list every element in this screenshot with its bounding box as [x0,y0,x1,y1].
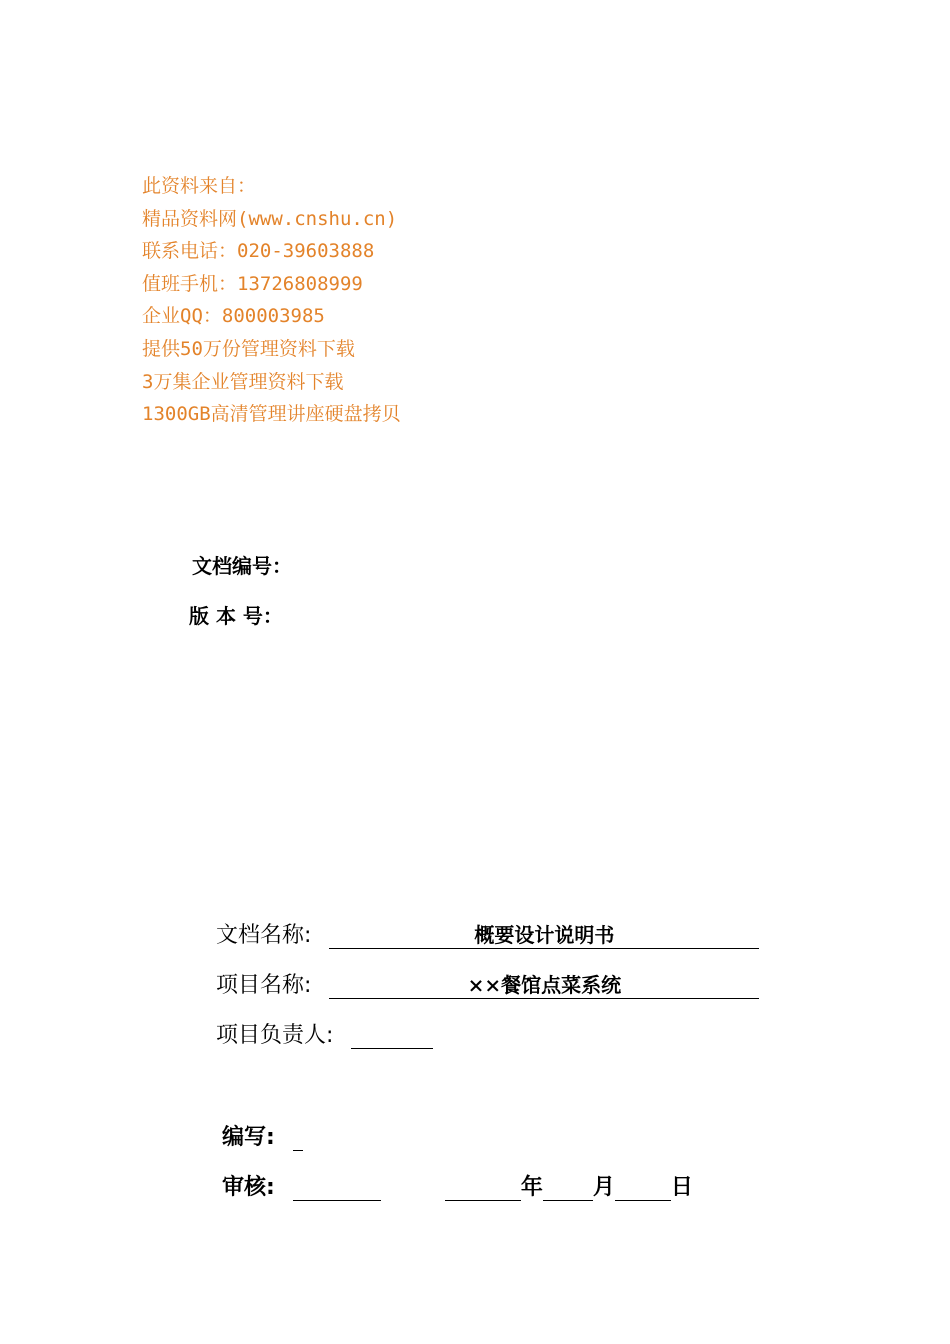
project-lead-field [351,1022,433,1049]
doc-name-field [329,922,759,949]
doc-number-label: 文档编号： [192,554,292,578]
review-label: 审核: [222,1175,275,1200]
doc-name-value: 概要设计说明书 [474,923,615,947]
doc-name-row [216,918,759,949]
promo-block [142,170,401,431]
doc-name-label: 文档名称: [216,923,312,948]
review-field [293,1176,381,1201]
promo-line: 此资料来自： [142,175,257,197]
month-field [543,1176,593,1201]
project-lead-label: 项目负责人: [216,1023,334,1048]
promo-line: 提供50万份管理资料下载 [142,337,355,360]
month-label: 月 [592,1175,615,1200]
year-field [445,1176,521,1201]
day-label: 日 [670,1175,693,1200]
version-label: 版 本 号： [189,604,283,628]
promo-line: 联系电话：020-39603888 [142,240,375,263]
author-field [293,1126,303,1151]
project-name-value: ××餐馆点菜系统 [467,973,622,997]
promo-line: 企业QQ：800003985 [142,305,325,328]
author-row [222,1120,303,1151]
year-label: 年 [520,1175,543,1200]
author-label: 编写: [222,1125,275,1150]
day-field [615,1176,671,1201]
promo-line: 值班手机：13726808999 [142,272,363,295]
project-lead-row [216,1018,433,1049]
promo-line: 3万集企业管理资料下载 [142,370,344,393]
review-row [222,1170,693,1201]
promo-line: 1300GB高清管理讲座硬盘拷贝 [142,403,401,426]
promo-line: 精品资料网(www.cnshu.cn) [142,207,398,230]
project-name-row [216,968,759,999]
project-name-label: 项目名称: [216,973,312,998]
project-name-field [329,972,759,999]
